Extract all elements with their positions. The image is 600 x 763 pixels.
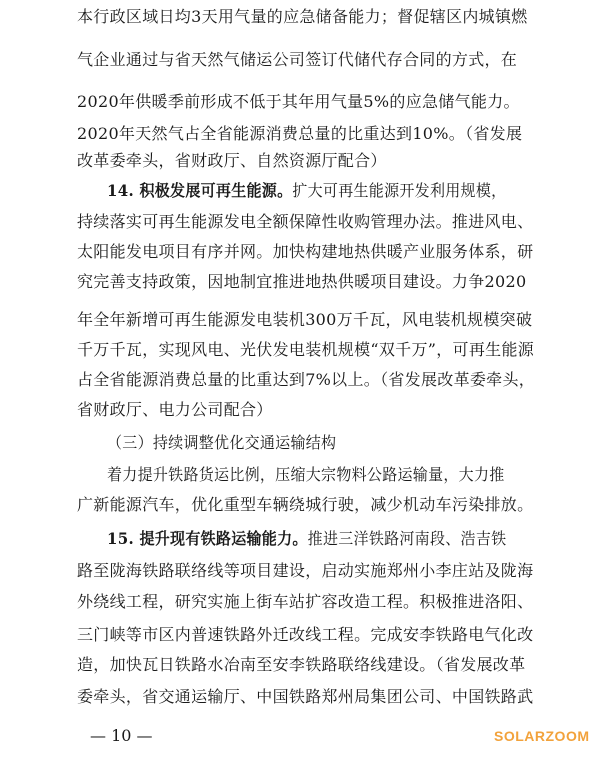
- section-15-line: [107, 528, 557, 550]
- text-line: 着力提升铁路货运比例，压缩大宗物料公路运输量，大力推: [107, 465, 505, 484]
- text-line: 2020年天然气占全省能源消费总量的比重达到10%。（省发展: [77, 124, 523, 143]
- section-15-text: 推进三洋铁路河南段、浩吉铁: [307, 529, 507, 548]
- text-line: 年全年新增可再生能源发电装机300万千瓦，风电装机规模突破: [77, 310, 533, 329]
- text-line: 占全省能源消费总量的比重达到7%以上。（省发展改革委牵头，: [77, 370, 536, 389]
- page-number: — 10 —: [90, 726, 153, 745]
- text-line: 太阳能发电项目有序并网。加快构建地热供暖产业服务体系，研: [77, 242, 534, 261]
- text-line: 持续落实可再生能源发电全额保障性收购管理办法。推进风电、: [77, 212, 534, 231]
- text-line: 造，加快瓦日铁路水冶南至安李铁路联络线建设。（省发展改革: [77, 655, 526, 674]
- section-14-heading: 14. 积极发展可再生能源。: [107, 181, 293, 200]
- text-line: 三门峡等市区内普速铁路外迁改线工程。完成安李铁路电气化改: [77, 625, 534, 644]
- text-line: 省财政厅、电力公司配合）: [77, 400, 273, 419]
- text-line: 本行政区域日均3天用气量的应急储备能力；督促辖区内城镇燃: [77, 7, 528, 26]
- section-14-line: [107, 180, 557, 202]
- section-14-text: 扩大可再生能源开发利用规模，: [292, 181, 507, 200]
- text-line: 千万千瓦，实现风电、光伏发电装机规模“双千万”，可再生能源: [77, 340, 535, 359]
- text-line: 气企业通过与省天然气储运公司签订代储代存合同的方式，在: [77, 50, 518, 69]
- text-line: 路至陇海铁路联络线等项目建设，启动实施郑州小李庄站及陇海: [77, 561, 534, 580]
- text-line: 究完善支持政策，因地制宜推进地热供暖项目建设。力争2020: [77, 272, 527, 291]
- watermark-logo: SOLARZOOM: [494, 728, 590, 744]
- section-15-heading: 15. 提升现有铁路运输能力。: [107, 529, 308, 548]
- text-line: 委牵头，省交通运输厅、中国铁路郑州局集团公司、中国铁路武: [77, 687, 534, 706]
- text-line: 2020年供暖季前形成不低于其年用气量5%的应急储气能力。: [77, 92, 520, 111]
- text-line: 外绕线工程，研究实施上街车站扩容改造工程。积极推进洛阳、: [77, 592, 534, 611]
- subsection-heading: （三）持续调整优化交通运输结构: [107, 433, 337, 452]
- text-line: 改革委牵头，省财政厅、自然资源厅配合）: [77, 151, 387, 170]
- text-line: 广新能源汽车，优化重型车辆绕城行驶，减少机动车污染排放。: [77, 495, 534, 514]
